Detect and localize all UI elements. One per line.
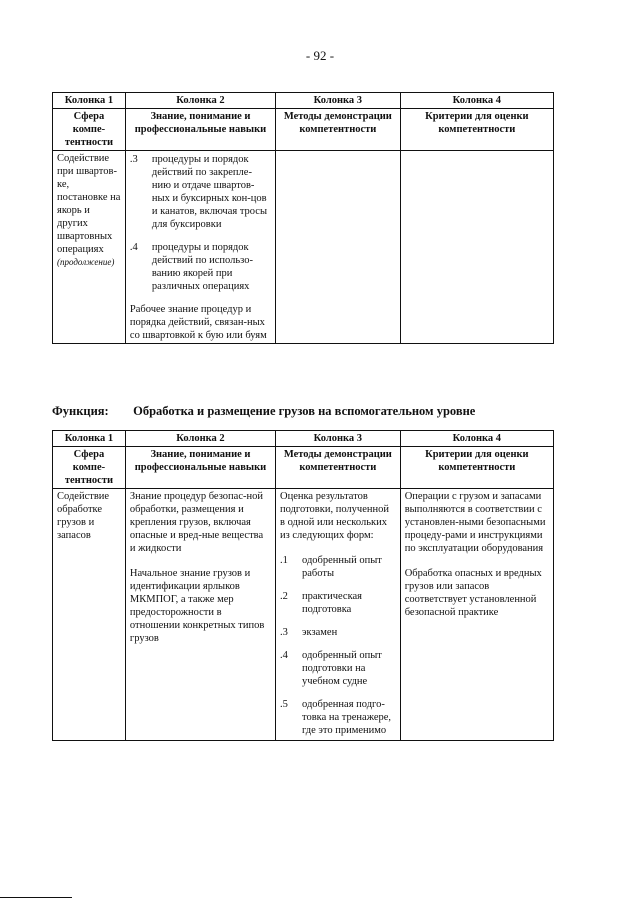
list-item [280,649,396,688]
item-text: процедуры и порядок действий по использо-ванию якорей при различных операциях [151,242,253,292]
item-text: одобренный опыт работы [302,555,382,579]
item-number: .3 [280,627,288,638]
item-number: .1 [280,555,288,566]
subheader-row [53,447,554,489]
column-header: Колонка 4 [400,431,553,447]
table-row [53,489,554,741]
competence-table-2 [52,430,554,741]
competence-text: Содействие обработке грузов и запасов [57,491,110,541]
column-header: Колонка 3 [276,431,401,447]
knowledge-paragraph: Начальное знание грузов и идентификации ярлыков МКМПОГ, а также мер предосторожности в отношении конкретных типов грузов [129,568,265,644]
competence-cell [53,489,126,741]
competence-text: Содействие при швартов-ке, постановке на якорь и других швартовных операциях [57,153,121,255]
competence-table-1 [52,92,554,344]
subheader: Методы демонстрации компетентности [276,109,401,151]
subheader: Сфера компе-тентности [53,447,126,489]
criteria-cell [400,151,553,344]
competence-cell [53,151,126,344]
criteria-paragraph: Операции с грузом и запасами выполняются в соответствии с установлен-ными безопасными процеду-рами и инструкциями по эксплуатации оборудования [404,491,546,554]
subheader: Критерии для оценки компетентности [400,447,553,489]
column-header: Колонка 4 [400,93,553,109]
list-item [130,241,271,293]
subheader: Знание, понимание и профессиональные навыки [125,109,275,151]
subheader: Методы демонстрации компетентности [276,447,401,489]
methods-intro: Оценка результатов подготовки, полученной в одной или нескольких из следующих форм: [280,491,389,541]
continuation-label: (продолжение) [57,257,115,267]
page-number: - 92 - [305,48,335,63]
item-number: .4 [280,650,288,661]
criteria-cell [400,489,553,741]
knowledge-cell [125,151,275,344]
column-header-row [53,431,554,447]
item-number: .3 [129,154,138,165]
column-header: Колонка 2 [125,93,275,109]
column-header: Колонка 1 [53,431,126,447]
column-header-row [53,93,554,109]
subheader-row [53,109,554,151]
knowledge-paragraph: Знание процедур безопас-ной обработки, размещения и крепления грузов, включая опасные и вред-ные вещества и жидкости [129,491,264,554]
subheader: Критерии для оценки компетентности [400,109,553,151]
item-number: .5 [280,699,288,710]
criteria-paragraph: Обработка опасных и вредных грузов или запасов соответствует установленной безопасной практике [404,568,542,618]
item-text: одобренная подго-товка на тренажере, где это применимо [302,699,392,736]
column-header: Колонка 1 [53,93,126,109]
footnote-divider [0,897,72,898]
knowledge-note: Рабочее знание процедур и порядка действий, связан-ных со швартовкой к бую или буям [129,304,267,341]
function-heading [52,404,475,419]
methods-cell [276,489,401,741]
function-title: Обработка и размещение грузов на вспомогательном уровне [133,404,476,418]
subheader: Знание, понимание и профессиональные навыки [125,447,275,489]
list-item [130,153,271,231]
knowledge-cell [125,489,275,741]
item-text: процедуры и порядок действий по закрепле-нию и отдаче швартов-ных и буксирных кон-цов и канатов, включая тросы для буксировки [151,154,268,230]
list-item [280,626,396,639]
table-row [53,151,554,344]
column-header: Колонка 2 [125,431,275,447]
methods-cell [276,151,401,344]
function-label: Функция: [52,404,109,418]
item-number: .4 [129,242,138,253]
item-text: практическая подготовка [302,591,362,615]
item-number: .2 [280,591,288,602]
item-text: экзамен [302,627,338,638]
column-header: Колонка 3 [276,93,401,109]
list-item [280,554,396,580]
subheader: Сфера компе-тентности [53,109,126,151]
list-item [280,590,396,616]
list-item [280,698,396,737]
item-text: одобренный опыт подготовки на учебном судне [302,650,382,687]
